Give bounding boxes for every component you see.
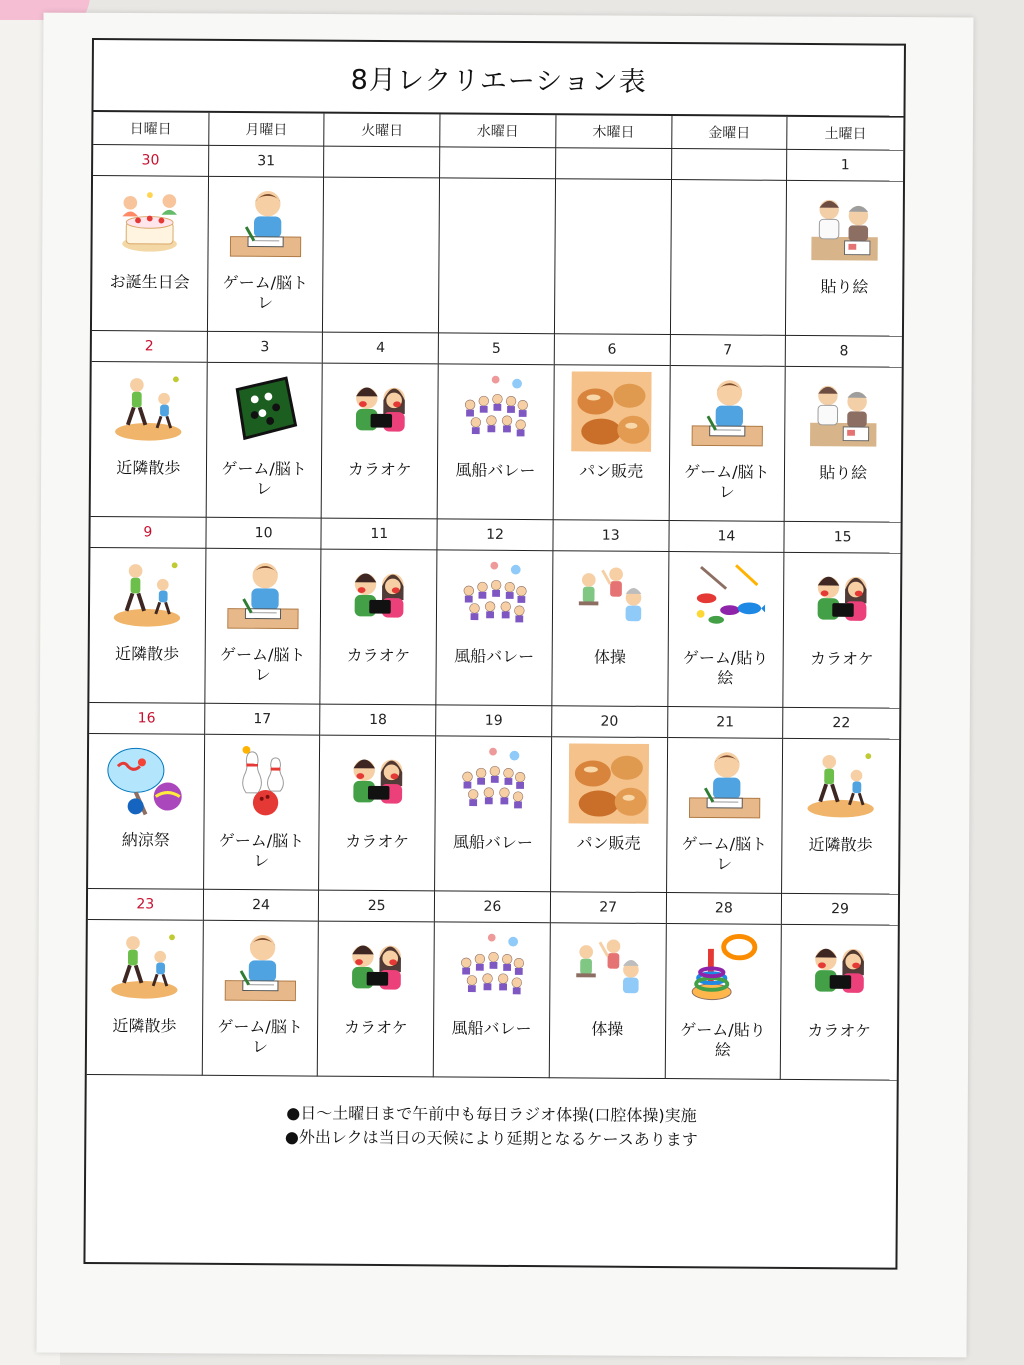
balloon-volley-icon: [454, 557, 535, 638]
day-number: 6: [555, 334, 670, 366]
calendar-day-cell: [667, 707, 784, 894]
weekday-fri: 金曜日: [672, 116, 788, 150]
calendar-week-row: [88, 703, 899, 895]
day-number: 2: [92, 331, 207, 363]
day-content: [436, 550, 552, 705]
day-number: 30: [93, 145, 208, 177]
calendar-day-cell: [208, 146, 325, 333]
day-content: [668, 552, 784, 707]
calendar-day-cell: [87, 889, 204, 1076]
day-content: [87, 920, 203, 1075]
day-content: [667, 738, 783, 893]
day-content: [205, 549, 321, 704]
karaoke-icon: [799, 931, 880, 1012]
calendar-day-cell: [555, 148, 672, 335]
calendar-day-cell: [205, 518, 322, 705]
calendar-day-cell: [438, 333, 555, 520]
day-number: 15: [785, 522, 901, 554]
calendar-day-cell: [202, 890, 319, 1077]
day-content: [92, 176, 208, 331]
day-content: [435, 736, 551, 891]
exercise-icon: [570, 557, 651, 638]
weekday-mon: 月曜日: [209, 113, 325, 147]
activity-label: [447, 194, 547, 195]
activity-label: パン販売: [576, 833, 641, 853]
notes-section: [86, 1075, 897, 1179]
day-number: 1: [787, 150, 903, 182]
calendar-day-cell: [669, 335, 786, 522]
activity-label: カラオケ: [807, 1021, 872, 1041]
activity-label: 風船バレー: [454, 646, 535, 667]
day-content: [318, 922, 434, 1077]
calendar-day-cell: [89, 517, 206, 704]
walking-icon: [105, 926, 186, 1007]
day-number: 11: [322, 519, 437, 551]
note-line: ●日～土曜日まで午前中も毎日ラジオ体操(口腔体操)実施: [286, 1103, 697, 1126]
day-number: 3: [207, 332, 322, 364]
summer-festival-icon: [106, 740, 187, 821]
day-content: [781, 925, 898, 1080]
othello-board-icon: [224, 369, 305, 450]
boy-writing-icon: [223, 555, 304, 636]
day-number: 29: [782, 894, 898, 926]
day-content: [784, 553, 901, 708]
balloon-volley-icon: [453, 743, 534, 824]
calendar-day-cell: [784, 522, 901, 709]
day-content: [206, 363, 322, 518]
day-number: 12: [438, 519, 553, 551]
day-content: [319, 736, 435, 891]
activity-label: ゲーム/脳トレ: [217, 1016, 303, 1057]
karaoke-icon: [340, 370, 421, 451]
activity-label: ゲーム/脳トレ: [681, 834, 768, 874]
activity-label: 風船バレー: [451, 1018, 532, 1039]
day-content: [555, 179, 671, 334]
activity-label: 体操: [591, 1019, 624, 1039]
weekday-header: [93, 112, 903, 151]
day-number: 16: [89, 703, 204, 735]
day-number: 10: [206, 518, 321, 550]
activity-label: 体操: [593, 647, 626, 667]
activity-label: 近隣散歩: [114, 644, 180, 664]
activity-label: 貼り絵: [819, 463, 868, 483]
activity-label: 近隣散歩: [116, 458, 181, 478]
day-number: 17: [205, 704, 320, 736]
activity-label: 納涼祭: [121, 830, 170, 850]
karaoke-icon: [802, 559, 883, 640]
day-content: [438, 364, 554, 519]
balloon-volley-icon: [456, 371, 537, 452]
day-content: [551, 737, 667, 892]
day-number: [324, 147, 439, 179]
calendar-day-cell: [665, 893, 782, 1080]
calendar-day-cell: [206, 332, 323, 519]
day-content: [786, 181, 903, 336]
bread-icon: [569, 743, 650, 824]
calendar-week-row: [91, 331, 902, 523]
activity-label: ゲーム/脳トレ: [221, 458, 307, 499]
balloon-volley-icon: [452, 929, 533, 1010]
activity-label: ゲーム/貼り絵: [682, 648, 769, 688]
weekday-thu: 木曜日: [556, 115, 672, 149]
activity-label: お誕生日会: [109, 272, 190, 292]
activity-label: カラオケ: [809, 649, 874, 669]
day-content: [552, 551, 668, 706]
activity-label: カラオケ: [345, 831, 410, 852]
note-line: ●外出レクは当日の天候により延期となるケースあります: [284, 1127, 698, 1150]
day-content: [553, 365, 669, 520]
activity-label: 近隣散歩: [808, 835, 873, 855]
activity-label: ゲーム/貼り絵: [680, 1020, 766, 1060]
boy-writing-icon: [225, 183, 306, 264]
activity-label: 風船バレー: [455, 460, 536, 481]
calendar-day-cell: [785, 336, 902, 523]
weekday-sat: 土曜日: [788, 117, 904, 151]
calendar-week-row: [92, 145, 903, 337]
day-content: [671, 180, 787, 335]
day-number: 21: [668, 707, 783, 739]
calendar-day-cell: [782, 708, 899, 895]
day-content: [665, 924, 781, 1079]
calendar-week-row: [87, 889, 898, 1081]
day-content: [91, 362, 207, 517]
activity-label: ゲーム/脳トレ: [218, 830, 305, 871]
fishing-game-icon: [686, 558, 767, 639]
boy-writing-icon: [684, 744, 765, 825]
calendar-day-cell: [204, 704, 321, 891]
karaoke-icon: [337, 742, 418, 823]
day-number: [556, 148, 671, 180]
day-number: 14: [669, 521, 784, 553]
karaoke-icon: [336, 928, 417, 1009]
day-number: 5: [439, 333, 554, 365]
day-number: 26: [435, 891, 550, 923]
day-content: [550, 923, 666, 1078]
day-number: 24: [204, 890, 319, 922]
day-number: 20: [552, 706, 667, 738]
activity-label: 近隣散歩: [112, 1016, 177, 1036]
day-number: 23: [88, 889, 203, 921]
day-number: 4: [323, 333, 438, 365]
paper-collage-icon: [803, 373, 884, 454]
day-number: 18: [321, 705, 436, 737]
calendar-weeks: [87, 145, 903, 1081]
calendar-day-cell: [439, 147, 556, 334]
day-content: [208, 177, 324, 332]
weekday-tue: 火曜日: [325, 114, 441, 148]
day-content: [202, 921, 318, 1076]
calendar-day-cell: [323, 147, 440, 334]
birthday-cake-icon: [110, 182, 191, 263]
calendar-day-cell: [434, 891, 551, 1078]
weekday-sun: 日曜日: [93, 112, 209, 146]
day-content: [782, 739, 899, 894]
day-number: 19: [436, 705, 551, 737]
calendar-day-cell: [318, 891, 435, 1078]
day-content: [434, 922, 550, 1077]
day-number: 7: [670, 335, 785, 367]
walking-icon: [108, 368, 189, 449]
paper-collage-icon: [805, 187, 886, 268]
calendar-day-cell: [671, 149, 788, 336]
day-content: [321, 550, 437, 705]
activity-label: カラオケ: [347, 459, 412, 480]
calendar-day-cell: [436, 519, 553, 706]
calendar-week-row: [89, 517, 900, 709]
bread-icon: [571, 371, 652, 452]
day-number: 25: [319, 891, 434, 923]
day-content: [88, 734, 204, 889]
calendar-title: 8月レクリエーション表: [93, 40, 903, 118]
day-content: [439, 178, 555, 333]
calendar-day-cell: [786, 150, 903, 337]
activity-label: カラオケ: [343, 1017, 408, 1038]
day-number: [440, 147, 555, 179]
day-number: 8: [786, 336, 902, 368]
activity-label: 風船バレー: [452, 832, 533, 853]
day-number: 22: [783, 708, 899, 740]
boy-writing-icon: [687, 372, 768, 453]
bowling-icon: [222, 741, 303, 822]
calendar-day-cell: [668, 521, 785, 708]
walking-icon: [801, 745, 882, 826]
calendar-day-cell: [322, 333, 439, 520]
activity-label: ゲーム/脳トレ: [684, 462, 770, 502]
calendar-day-cell: [321, 519, 438, 706]
calendar-day-cell: [550, 892, 667, 1079]
day-content: [89, 548, 205, 703]
calendar-day-cell: [435, 705, 552, 892]
calendar-day-cell: [553, 334, 670, 521]
day-number: [672, 149, 787, 181]
boy-writing-icon: [220, 927, 301, 1008]
day-content: [322, 364, 438, 519]
calendar-day-cell: [781, 894, 898, 1081]
calendar-day-cell: [88, 703, 205, 890]
day-number: 28: [666, 893, 781, 925]
calendar-day-cell: [552, 520, 669, 707]
calendar-day-cell: [319, 705, 436, 892]
recreation-calendar: [83, 38, 906, 1270]
day-content: [785, 367, 902, 522]
weekday-wed: 水曜日: [440, 114, 556, 148]
activity-label: [563, 195, 663, 196]
activity-label: カラオケ: [346, 645, 411, 666]
day-content: [323, 178, 439, 333]
walking-icon: [107, 554, 188, 635]
karaoke-icon: [339, 556, 420, 637]
day-number: 13: [553, 520, 668, 552]
calendar-day-cell: [551, 706, 668, 893]
day-content: [204, 735, 320, 890]
activity-label: パン販売: [579, 461, 644, 481]
day-number: 31: [209, 146, 324, 178]
ring-toss-icon: [683, 930, 764, 1011]
activity-label: [679, 196, 779, 197]
activity-label: ゲーム/脳トレ: [219, 644, 306, 685]
day-content: [669, 366, 785, 521]
calendar-day-cell: [91, 331, 208, 518]
day-number: 9: [90, 517, 205, 549]
calendar-day-cell: [92, 145, 209, 332]
activity-label: 貼り絵: [820, 277, 869, 297]
activity-label: ゲーム/脳トレ: [222, 272, 309, 313]
day-number: 27: [551, 892, 666, 924]
activity-label: [332, 194, 432, 195]
exercise-icon: [567, 929, 648, 1010]
